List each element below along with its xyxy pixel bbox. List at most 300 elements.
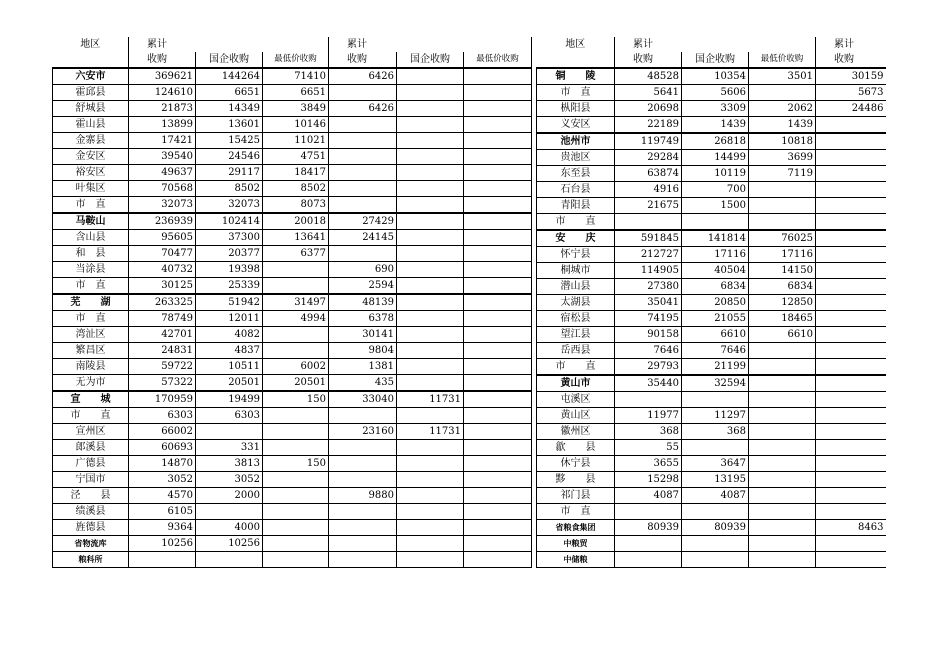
value-cell: 20018 — [263, 213, 329, 230]
value-cell: 14870 — [129, 456, 196, 472]
value-cell: 51942 — [196, 294, 263, 311]
table-row — [537, 295, 886, 311]
value-cell — [816, 150, 886, 166]
value-cell — [749, 182, 816, 198]
value-cell — [464, 181, 532, 197]
value-cell: 10256 — [129, 536, 196, 552]
value-cell: 23160 — [329, 424, 397, 440]
value-cell — [682, 214, 749, 231]
value-cell: 40504 — [682, 263, 749, 279]
region-name-cell: 贵池区 — [537, 150, 615, 166]
region-name-cell: 芜 湖 — [53, 294, 129, 311]
table-row — [53, 133, 532, 149]
value-cell: 20501 — [263, 375, 329, 392]
table-row — [53, 181, 532, 197]
table-row — [537, 343, 886, 359]
value-cell — [816, 263, 886, 279]
value-cell: 80939 — [682, 520, 749, 536]
region-name-cell: 马鞍山 — [53, 213, 129, 230]
table-row — [53, 294, 532, 311]
left-data-table — [52, 37, 532, 568]
value-cell — [816, 247, 886, 263]
table-row — [53, 440, 532, 456]
value-cell: 10256 — [196, 536, 263, 552]
value-cell: 1381 — [329, 359, 397, 375]
region-name-cell: 潜山县 — [537, 279, 615, 295]
value-cell — [329, 456, 397, 472]
value-cell: 8463 — [816, 520, 886, 536]
table-row — [537, 198, 886, 214]
value-cell: 6002 — [263, 359, 329, 375]
value-cell: 690 — [329, 262, 397, 278]
table-row — [53, 262, 532, 278]
value-cell: 11977 — [615, 408, 682, 424]
value-cell: 10511 — [196, 359, 263, 375]
right-header-blank — [682, 37, 749, 52]
value-cell: 17421 — [129, 133, 196, 149]
value-cell: 13601 — [196, 117, 263, 133]
left-header-blank — [196, 37, 263, 52]
value-cell — [397, 472, 464, 488]
table-row — [537, 488, 886, 504]
region-name-cell: 舒城县 — [53, 101, 129, 117]
value-cell: 59722 — [129, 359, 196, 375]
left-soe-header: 国企收购 — [196, 52, 263, 68]
table-row — [53, 149, 532, 165]
region-name-cell: 东至县 — [537, 166, 615, 182]
value-cell: 25339 — [196, 278, 263, 295]
table-row — [53, 375, 532, 392]
value-cell — [816, 408, 886, 424]
table-row — [537, 375, 886, 392]
value-cell — [397, 68, 464, 85]
value-cell — [329, 165, 397, 181]
value-cell: 3699 — [749, 150, 816, 166]
value-cell: 17116 — [682, 247, 749, 263]
value-cell: 102414 — [196, 213, 263, 230]
value-cell: 11731 — [397, 391, 464, 408]
region-name-cell: 市 直 — [537, 504, 615, 520]
right-cum-header: 累计 — [615, 37, 682, 52]
value-cell — [816, 327, 886, 343]
value-cell — [129, 552, 196, 568]
region-name-cell: 宿松县 — [537, 311, 615, 327]
value-cell: 15298 — [615, 472, 682, 488]
table-row — [53, 488, 532, 504]
value-cell — [263, 424, 329, 440]
value-cell — [816, 504, 886, 520]
value-cell — [397, 230, 464, 246]
value-cell: 8073 — [263, 197, 329, 214]
region-name-cell: 市 直 — [537, 214, 615, 231]
table-row — [53, 504, 532, 520]
value-cell: 90158 — [615, 327, 682, 343]
value-cell: 30125 — [129, 278, 196, 295]
value-cell: 24486 — [816, 101, 886, 117]
value-cell: 7646 — [615, 343, 682, 359]
value-cell — [749, 440, 816, 456]
table-row — [53, 278, 532, 295]
region-name-cell: 市 直 — [537, 85, 615, 101]
region-name-cell: 粮科所 — [53, 552, 129, 568]
value-cell: 3647 — [682, 456, 749, 472]
value-cell — [749, 85, 816, 101]
value-cell — [464, 101, 532, 117]
value-cell — [749, 472, 816, 488]
value-cell: 11021 — [263, 133, 329, 149]
region-name-cell: 休宁县 — [537, 456, 615, 472]
table-row — [53, 552, 532, 568]
value-cell — [464, 246, 532, 262]
value-cell — [615, 214, 682, 231]
table-row — [537, 456, 886, 472]
value-cell: 13899 — [129, 117, 196, 133]
value-cell — [749, 392, 816, 408]
value-cell — [816, 343, 886, 359]
value-cell — [397, 262, 464, 278]
value-cell — [749, 504, 816, 520]
value-cell: 6834 — [682, 279, 749, 295]
value-cell — [816, 311, 886, 327]
left-table-body — [53, 37, 532, 568]
left-header-blank — [53, 52, 129, 68]
value-cell — [749, 198, 816, 214]
value-cell: 66002 — [129, 424, 196, 440]
value-cell — [196, 504, 263, 520]
right-header-row-1 — [537, 37, 886, 52]
value-cell — [749, 408, 816, 424]
value-cell — [749, 520, 816, 536]
region-name-cell: 含山县 — [53, 230, 129, 246]
value-cell — [749, 488, 816, 504]
value-cell: 20501 — [196, 375, 263, 392]
value-cell: 27380 — [615, 279, 682, 295]
value-cell — [397, 520, 464, 536]
value-cell: 12850 — [749, 295, 816, 311]
value-cell: 29117 — [196, 165, 263, 181]
value-cell: 13641 — [263, 230, 329, 246]
value-cell: 35041 — [615, 295, 682, 311]
region-name-cell: 旌德县 — [53, 520, 129, 536]
table-row — [53, 536, 532, 552]
value-cell: 10146 — [263, 117, 329, 133]
value-cell — [464, 456, 532, 472]
value-cell — [816, 359, 886, 376]
region-name-cell: 霍邱县 — [53, 85, 129, 101]
value-cell — [329, 536, 397, 552]
value-cell: 6610 — [749, 327, 816, 343]
value-cell: 57322 — [129, 375, 196, 392]
region-name-cell: 池州市 — [537, 133, 615, 150]
table-row — [53, 117, 532, 133]
value-cell: 3052 — [196, 472, 263, 488]
value-cell: 29793 — [615, 359, 682, 376]
value-cell — [397, 504, 464, 520]
left-cum-header: 累计 — [129, 37, 196, 52]
table-row — [537, 440, 886, 456]
right-region-header: 地区 — [565, 39, 586, 50]
value-cell: 48139 — [329, 294, 397, 311]
value-cell — [263, 327, 329, 343]
table-row — [53, 456, 532, 472]
value-cell: 6303 — [129, 408, 196, 424]
value-cell: 11731 — [397, 424, 464, 440]
value-cell — [464, 504, 532, 520]
region-name-cell: 当涂县 — [53, 262, 129, 278]
value-cell: 21199 — [682, 359, 749, 376]
value-cell: 368 — [615, 424, 682, 440]
value-cell — [464, 375, 532, 392]
value-cell: 144264 — [196, 68, 263, 85]
value-cell — [464, 294, 532, 311]
value-cell — [329, 520, 397, 536]
value-cell — [397, 165, 464, 181]
region-name-cell: 枞阳县 — [537, 101, 615, 117]
value-cell: 27429 — [329, 213, 397, 230]
value-cell — [749, 552, 816, 568]
value-cell — [329, 408, 397, 424]
value-cell: 6378 — [329, 311, 397, 327]
table-row — [53, 520, 532, 536]
value-cell: 1439 — [749, 117, 816, 134]
value-cell — [397, 552, 464, 568]
value-cell — [816, 166, 886, 182]
value-cell — [464, 197, 532, 214]
table-row — [53, 213, 532, 230]
value-cell: 5641 — [615, 85, 682, 101]
left-header-blank — [464, 37, 532, 52]
value-cell: 6303 — [196, 408, 263, 424]
value-cell: 9364 — [129, 520, 196, 536]
value-cell: 70477 — [129, 246, 196, 262]
value-cell — [263, 408, 329, 424]
value-cell: 4570 — [129, 488, 196, 504]
table-row — [53, 311, 532, 327]
value-cell: 150 — [263, 456, 329, 472]
value-cell — [749, 456, 816, 472]
region-name-cell: 市 直 — [537, 359, 615, 376]
table-row — [537, 85, 886, 101]
value-cell: 435 — [329, 375, 397, 392]
region-name-cell: 六安市 — [53, 68, 129, 85]
table-row — [537, 311, 886, 327]
value-cell: 37300 — [196, 230, 263, 246]
value-cell — [682, 392, 749, 408]
value-cell: 4751 — [263, 149, 329, 165]
region-name-cell: 省物流库 — [53, 536, 129, 552]
table-row — [537, 504, 886, 520]
region-name-cell: 金安区 — [53, 149, 129, 165]
value-cell — [329, 85, 397, 101]
value-cell — [816, 456, 886, 472]
region-name-cell: 岳西县 — [537, 343, 615, 359]
region-name-cell: 郎溪县 — [53, 440, 129, 456]
value-cell: 63874 — [615, 166, 682, 182]
value-cell — [397, 85, 464, 101]
value-cell: 591845 — [615, 230, 682, 247]
value-cell: 20377 — [196, 246, 263, 262]
value-cell: 2594 — [329, 278, 397, 295]
value-cell — [464, 472, 532, 488]
value-cell: 3501 — [749, 68, 816, 85]
value-cell: 14150 — [749, 263, 816, 279]
value-cell: 2062 — [749, 101, 816, 117]
value-cell — [682, 440, 749, 456]
value-cell — [397, 536, 464, 552]
value-cell — [397, 359, 464, 375]
value-cell: 55 — [615, 440, 682, 456]
value-cell: 124610 — [129, 85, 196, 101]
value-cell: 42701 — [129, 327, 196, 343]
value-cell — [816, 392, 886, 408]
region-name-cell: 市 直 — [53, 197, 129, 214]
value-cell: 21675 — [615, 198, 682, 214]
value-cell — [329, 117, 397, 133]
table-row — [53, 68, 532, 85]
value-cell — [464, 552, 532, 568]
region-name-cell: 黄山区 — [537, 408, 615, 424]
value-cell: 80939 — [615, 520, 682, 536]
region-name-cell: 金寨县 — [53, 133, 129, 149]
value-cell: 29284 — [615, 150, 682, 166]
value-cell: 11297 — [682, 408, 749, 424]
table-row — [53, 359, 532, 375]
value-cell — [615, 536, 682, 552]
value-cell: 48528 — [615, 68, 682, 85]
value-cell — [397, 488, 464, 504]
value-cell — [464, 391, 532, 408]
table-row — [537, 392, 886, 408]
value-cell — [329, 246, 397, 262]
value-cell — [816, 182, 886, 198]
value-cell — [464, 213, 532, 230]
value-cell: 4087 — [615, 488, 682, 504]
value-cell: 17116 — [749, 247, 816, 263]
value-cell: 24546 — [196, 149, 263, 165]
left-region-header: 地区 — [80, 39, 101, 50]
region-name-cell: 桐城市 — [537, 263, 615, 279]
left-header-row-2 — [53, 52, 532, 68]
value-cell — [329, 552, 397, 568]
region-name-cell: 怀宁县 — [537, 247, 615, 263]
table-row — [53, 391, 532, 408]
right-table-body — [537, 37, 886, 568]
value-cell — [816, 472, 886, 488]
left-purchase-header: 收购 — [129, 52, 196, 68]
value-cell: 71410 — [263, 68, 329, 85]
value-cell: 3813 — [196, 456, 263, 472]
value-cell — [397, 375, 464, 392]
table-row — [537, 166, 886, 182]
value-cell — [397, 149, 464, 165]
region-name-cell: 徽州区 — [537, 424, 615, 440]
value-cell — [397, 294, 464, 311]
value-cell — [816, 375, 886, 392]
left-cum2-header: 累计 — [347, 39, 367, 50]
value-cell — [816, 488, 886, 504]
value-cell: 20698 — [615, 101, 682, 117]
region-name-cell: 宁国市 — [53, 472, 129, 488]
table-row — [537, 117, 886, 134]
value-cell: 40732 — [129, 262, 196, 278]
table-row — [537, 230, 886, 247]
value-cell — [464, 424, 532, 440]
value-cell: 4837 — [196, 343, 263, 359]
region-name-cell: 广德县 — [53, 456, 129, 472]
value-cell: 3655 — [615, 456, 682, 472]
table-row — [537, 214, 886, 231]
value-cell — [464, 133, 532, 149]
table-row — [537, 359, 886, 376]
region-name-cell: 宣 城 — [53, 391, 129, 408]
value-cell — [397, 343, 464, 359]
value-cell: 4916 — [615, 182, 682, 198]
left-header-row-1 — [53, 37, 532, 52]
value-cell — [263, 488, 329, 504]
value-cell: 32594 — [682, 375, 749, 392]
value-cell — [464, 85, 532, 101]
region-name-cell: 义安区 — [537, 117, 615, 134]
table-row — [537, 327, 886, 343]
value-cell — [749, 343, 816, 359]
value-cell — [329, 504, 397, 520]
value-cell: 13195 — [682, 472, 749, 488]
value-cell: 5673 — [816, 85, 886, 101]
value-cell: 33040 — [329, 391, 397, 408]
value-cell — [464, 343, 532, 359]
value-cell: 35440 — [615, 375, 682, 392]
table-row — [53, 165, 532, 181]
value-cell: 236939 — [129, 213, 196, 230]
value-cell — [329, 197, 397, 214]
value-cell — [816, 117, 886, 134]
value-cell — [816, 424, 886, 440]
value-cell — [464, 149, 532, 165]
value-cell: 10354 — [682, 68, 749, 85]
right-data-table — [536, 37, 886, 568]
value-cell: 19398 — [196, 262, 263, 278]
value-cell: 150 — [263, 391, 329, 408]
value-cell: 5606 — [682, 85, 749, 101]
value-cell: 368 — [682, 424, 749, 440]
value-cell — [464, 230, 532, 246]
value-cell: 18465 — [749, 311, 816, 327]
value-cell: 6834 — [749, 279, 816, 295]
region-name-cell: 祁门县 — [537, 488, 615, 504]
value-cell: 26818 — [682, 133, 749, 150]
value-cell: 4000 — [196, 520, 263, 536]
value-cell — [397, 278, 464, 295]
value-cell — [263, 472, 329, 488]
right-minprice-header: 最低价收购 — [749, 52, 816, 68]
value-cell: 32073 — [196, 197, 263, 214]
value-cell: 10119 — [682, 166, 749, 182]
value-cell — [329, 472, 397, 488]
right-header-blank — [749, 37, 816, 52]
value-cell: 49637 — [129, 165, 196, 181]
value-cell — [196, 424, 263, 440]
value-cell: 369621 — [129, 68, 196, 85]
value-cell — [464, 117, 532, 133]
value-cell — [682, 536, 749, 552]
left-minprice-header: 最低价收购 — [263, 52, 329, 68]
region-name-cell: 黟 县 — [537, 472, 615, 488]
value-cell — [816, 552, 886, 568]
value-cell: 263325 — [129, 294, 196, 311]
table-row — [53, 197, 532, 214]
table-row — [53, 424, 532, 440]
value-cell — [749, 424, 816, 440]
